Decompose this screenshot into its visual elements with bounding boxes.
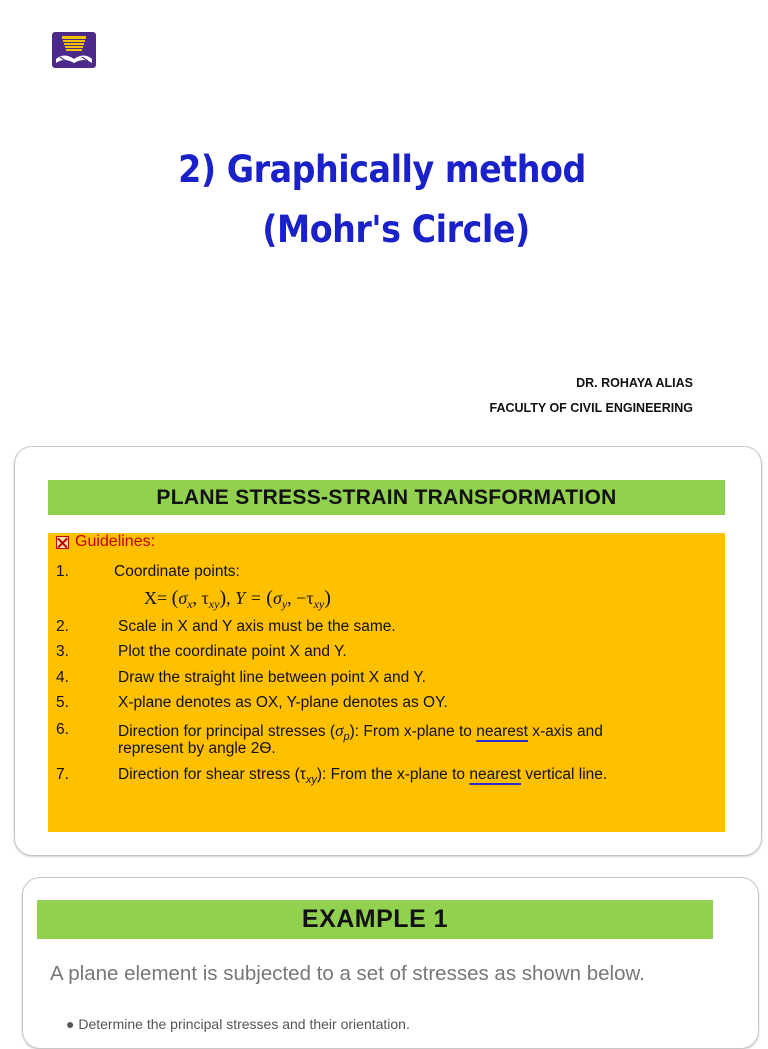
- list-item-number: 2.: [56, 618, 69, 635]
- list-item-number: 6.: [56, 721, 69, 738]
- section-banner: PLANE STRESS-STRAIN TRANSFORMATION: [48, 480, 725, 515]
- list-item-text: Coordinate points:: [114, 563, 240, 580]
- university-crest-icon: [52, 32, 96, 68]
- author-name: DR. ROHAYA ALIAS: [576, 376, 693, 390]
- coordinate-formula: $X= (\sigma_x$, $\tau_{xy}$), $Y = (\sigma_y$, $-\tau_{xy}$): [144, 587, 331, 611]
- checkbox-x-icon: [56, 536, 69, 549]
- list-item-number: 3.: [56, 643, 69, 660]
- list-item-number: 7.: [56, 766, 69, 783]
- list-item-text: Direction for principal stresses $(\sigma_p)$: From x-plane to nearest x-axis and: [118, 721, 603, 744]
- list-item-number: 1.: [56, 563, 69, 580]
- list-item-text: Plot the coordinate point X and Y.: [118, 643, 347, 660]
- list-item-text: X-plane denotes as OX, Y-plane denotes as OY.: [118, 694, 448, 711]
- list-item-text: Draw the straight line between point X and Y.: [118, 669, 426, 686]
- list-item-text: Direction for shear stress $(\tau_{xy})$: From the x-plane to nearest vertical line.: [118, 766, 608, 787]
- list-item-number: 5.: [56, 694, 69, 711]
- example-description: A plane element is subjected to a set of stresses as shown below.: [50, 962, 645, 985]
- page-subtitle: (Mohr's Circle): [262, 208, 530, 251]
- list-item-text: Scale in X and Y axis must be the same.: [118, 618, 396, 635]
- example-bullet: ● Determine the principal stresses and their orientation.: [66, 1016, 410, 1032]
- faculty-name: FACULTY OF CIVIL ENGINEERING: [489, 401, 693, 415]
- page-title: 2) Graphically method: [178, 148, 586, 191]
- example-banner: EXAMPLE 1: [37, 900, 713, 939]
- guidelines-label: Guidelines:: [75, 533, 156, 550]
- guidelines-heading: [56, 533, 155, 551]
- list-item-text-continued: represent by angle 2Ѳ.: [118, 740, 276, 757]
- list-item-number: 4.: [56, 669, 69, 686]
